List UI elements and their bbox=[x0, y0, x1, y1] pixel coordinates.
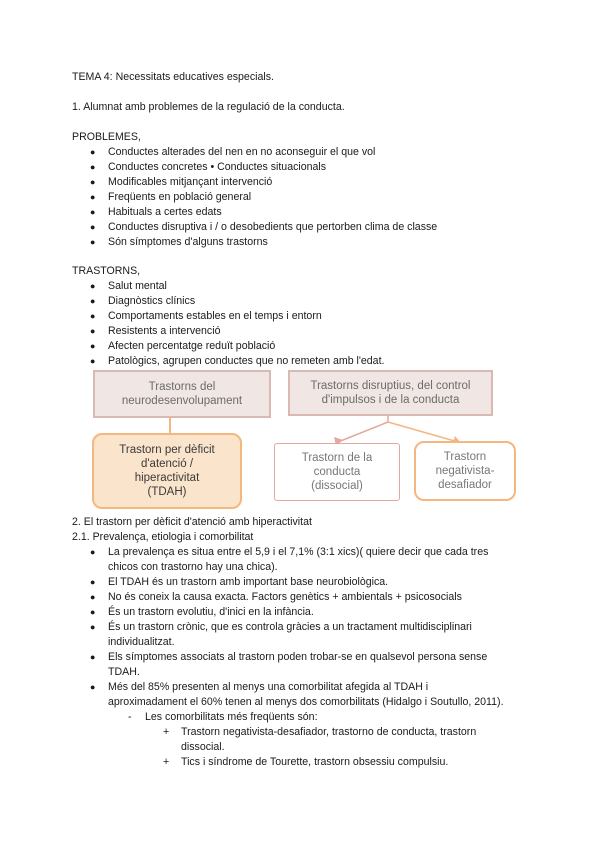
connector-line bbox=[388, 422, 458, 442]
plus-icon: + bbox=[163, 756, 170, 768]
bullet-icon: ● bbox=[90, 162, 96, 172]
bullet-icon: ● bbox=[90, 622, 96, 632]
bullet-icon: ● bbox=[90, 326, 96, 336]
bullet-icon: ● bbox=[90, 222, 96, 232]
bullet-icon: ● bbox=[90, 237, 96, 247]
box-neurodesenvolupament: Trastorns del neurodesenvolupament bbox=[93, 370, 271, 418]
bullet-icon: ● bbox=[90, 311, 96, 321]
bullet-icon: ● bbox=[90, 356, 96, 366]
bullet-icon: ● bbox=[90, 207, 96, 217]
section-2-heading: 2. El trastorn per dèficit d'atenció amb hiperactivitat bbox=[72, 516, 312, 528]
box-negativista-desafiador: Trastorn negativista- desafiador bbox=[414, 441, 516, 501]
bullet-icon: ● bbox=[90, 281, 96, 291]
bullet-icon: ● bbox=[90, 592, 96, 602]
box-tdah: Trastorn per dèficit d'atenció / hiperactivitat (TDAH) bbox=[92, 433, 242, 509]
bullet-icon: ● bbox=[90, 147, 96, 157]
bullet-icon: ● bbox=[90, 177, 96, 187]
bullet-icon: ● bbox=[90, 577, 96, 587]
dash-icon: - bbox=[128, 711, 132, 723]
bullet-icon: ● bbox=[90, 682, 96, 692]
connector-line bbox=[338, 422, 388, 442]
bullet-icon: ● bbox=[90, 296, 96, 306]
box-trastorns-disruptius: Trastorns disruptius, del control d'impulsos i de la conducta bbox=[288, 370, 493, 416]
document-title: TEMA 4: Necessitats educatives especials. bbox=[72, 71, 274, 83]
box-trastorn-conducta: Trastorn de la conducta (dissocial) bbox=[274, 443, 400, 501]
plus-icon: + bbox=[163, 726, 170, 738]
section-1-heading: 1. Alumnat amb problemes de la regulació de la conducta. bbox=[72, 101, 345, 113]
document-page: TEMA 4: Necessitats educatives especials. 1. Alumnat amb problemes de la regulació de la conducta. PROBLEMES, ● Conductes alterades del nen en no aconseguir el que vol ● Conductes concretes • Conductes situacionals ● Modificables mitjançant intervenció ● Freqüents en població general ● Habituals a certes edats ● Conductes disruptiva i / o desobedients que pertorben clima de classe ● Són símptomes d'alguns trastorns TRASTORNS, ● Salut mental ● Diagnòstics clínics ● Comportaments estables en el temps i entorn ● Resistents a intervenció ● Afecten percentatge reduït població ● Patològics, agrupen conductes que no remeten amb l'edat. Trastorns del neurodesenvolupament Trastorns disruptius, del control d'impulsos i de la conducta Trastorn per dèficit d'atenció / hiperactivitat (TDAH) Trastorn de la conducta (dissocial) Trastorn negativista- desafiador 2. El trastorn per dèficit d'atenció amb hiperactivitat 2.1. Prevalença, etiologia i comorbilitat ● La prevalença es situa entre el 5,9 i el 7,1% (3:1 xics)( quiere decir que cada tres chicos con trastorno hay una chica). ● El TDAH és un trastorn amb important base neurobiològica. ● No és coneix la causa exacta. Factors genètics + ambientals + psicosocials ● És un trastorn evolutiu, d'inici en la infància. ● És un trastorn crònic, que es controla gràcies a un tractament multidisciplinari individualitzat. ● Els símptomes associats al trastorn poden trobar-se en qualsevol persona sense TDAH. ● Més del 85% presenten al menys una comorbilitat afegida al TDAH i aproximadament el 60% tenen al menys dos comorbilitats (Hidalgo i Soutullo, 2011). - Les comorbilitats més freqüents són: + Trastorn negativista-desafiador, trastorno de conducta, trastorn dissocial. + Tics i síndrome de Tourette, trastorn obsessiu compulsiu. bbox=[0, 0, 600, 848]
bullet-icon: ● bbox=[90, 607, 96, 617]
bullet-icon: ● bbox=[90, 547, 96, 557]
bullet-icon: ● bbox=[90, 192, 96, 202]
problemes-heading: PROBLEMES, bbox=[72, 131, 141, 143]
bullet-icon: ● bbox=[90, 652, 96, 662]
trastorns-heading: TRASTORNS, bbox=[72, 265, 141, 277]
section-2-1-heading: 2.1. Prevalença, etiologia i comorbilitat bbox=[72, 531, 254, 543]
bullet-icon: ● bbox=[90, 341, 96, 351]
